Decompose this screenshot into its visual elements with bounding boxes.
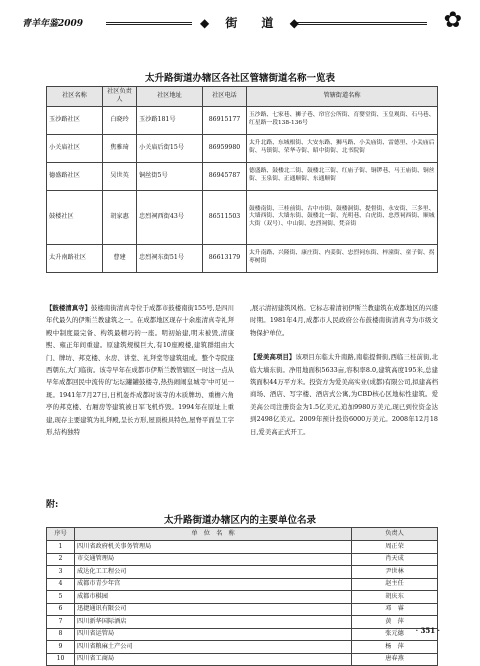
article-tag: 【爱美高项目】 bbox=[250, 353, 296, 362]
article-text: 该项目东临太升南路,南临提督街,西临三桂前街,北临大墙东街。净用地面积5633亩,容积率8.0,建筑高度195米,总建筑面积44万平方米。投资方为爱美高实业(成都)有限公司,拟建高档商场、酒店、写字楼、酒店式公寓,为CBD核心区地标性建筑。爱美高公司注册资金为1.5亿美元,追加9980万美元,现已到位资金达到2498亿美元。2009年预计投资6000万美元。2008年12月18日,爱美高正式开工。 bbox=[250, 353, 439, 436]
table-row bbox=[47, 628, 438, 641]
swirl-ornament-icon: ✿ bbox=[443, 8, 462, 33]
community-streets: 玉沙路、七家巷、狮子巷、帘官公所街、育婴堂街、玉皇观街、石马巷、红星路一段138-136号 bbox=[247, 106, 438, 134]
table-row bbox=[47, 603, 438, 616]
section-title: ◆ 街 道 ◆ bbox=[200, 16, 305, 30]
unit-name: 四川省粮麻土产公司 bbox=[75, 641, 352, 654]
row-number: 5 bbox=[47, 591, 75, 604]
unit-head: 唐春燕 bbox=[352, 653, 438, 666]
column-header: 序号 bbox=[47, 528, 75, 541]
unit-head: 杨 萍 bbox=[352, 641, 438, 654]
unit-head: 邓 睿 bbox=[352, 603, 438, 616]
unit-name: 四川省政府机关事务管理局 bbox=[75, 541, 352, 554]
row-number: 1 bbox=[47, 541, 75, 554]
table1-title: 太升路街道办辖区各社区管辖街道名称一览表 bbox=[144, 73, 335, 84]
unit-head: 黄 萍 bbox=[352, 616, 438, 629]
table-row bbox=[47, 591, 438, 604]
table-row bbox=[47, 190, 438, 244]
community-name: 小关庙社区 bbox=[47, 134, 103, 162]
table-row bbox=[47, 578, 438, 591]
units-table bbox=[46, 527, 438, 666]
yearbook-title: 青羊年鉴2009 bbox=[22, 19, 84, 29]
table-row bbox=[47, 641, 438, 654]
header-rule-right bbox=[297, 22, 427, 25]
column-header: 单 位 名 称 bbox=[75, 528, 352, 541]
row-number: 7 bbox=[47, 616, 75, 629]
community-address: 小关庙后街15号 bbox=[137, 134, 203, 162]
table-row bbox=[47, 616, 438, 629]
community-name: 德盛路社区 bbox=[47, 162, 103, 190]
unit-name: 成都市青少年宫 bbox=[75, 578, 352, 591]
community-phone: 86959980 bbox=[203, 134, 247, 162]
article-text: ,展示清初建筑风格。它标志着清初伊斯兰教建筑在成都地区的兴盛时期。1981年4月,成都市人民政府公布鼓楼南街清真寺为市级文物保护单位。 bbox=[250, 304, 438, 337]
community-head: 白晓玲 bbox=[103, 106, 137, 134]
article-aimeigao bbox=[250, 351, 438, 438]
unit-name: 市交通管理局 bbox=[75, 553, 352, 566]
column-header: 社区负责人 bbox=[103, 87, 137, 107]
unit-name: 四川省运管局 bbox=[75, 628, 352, 641]
row-number: 9 bbox=[47, 641, 75, 654]
row-number: 10 bbox=[47, 653, 75, 666]
community-address: 铜丝街5号 bbox=[137, 162, 203, 190]
row-number: 6 bbox=[47, 603, 75, 616]
table-row bbox=[47, 134, 438, 162]
community-head: 焦雅琦 bbox=[103, 134, 137, 162]
table-row bbox=[47, 162, 438, 190]
table-row bbox=[47, 541, 438, 554]
article-tag: 【鼓楼清真寺】 bbox=[46, 304, 92, 312]
column-header: 社区电话 bbox=[203, 87, 247, 107]
community-streets: 德盛路、鼓楼北二街、鼓楼北三街、红庙子街、铜锣巷、马王庙街、铜丝街、玉泉街、正通顺街、东通顺街 bbox=[247, 162, 438, 190]
community-head: 吴世英 bbox=[103, 162, 137, 190]
row-number: 2 bbox=[47, 553, 75, 566]
community-address: 忠烈祠东街51号 bbox=[137, 244, 203, 272]
table-row bbox=[47, 106, 438, 134]
community-phone: 86613179 bbox=[203, 244, 247, 272]
article-mosque-continued bbox=[250, 302, 438, 339]
article-mosque bbox=[46, 302, 234, 438]
article-column-right bbox=[250, 302, 438, 450]
table-row bbox=[47, 553, 438, 566]
page-header bbox=[22, 8, 462, 34]
article-column-left bbox=[46, 302, 234, 450]
row-number: 3 bbox=[47, 566, 75, 579]
unit-head: 张元德 bbox=[352, 628, 438, 641]
page-number: · 351 · bbox=[415, 626, 440, 635]
unit-name: 迅捷通讯有限公司 bbox=[75, 603, 352, 616]
community-address: 忠烈祠西街43号 bbox=[137, 190, 203, 244]
community-address: 玉沙路181号 bbox=[137, 106, 203, 134]
community-head: 曹建 bbox=[103, 244, 137, 272]
unit-head: 胡庆东 bbox=[352, 591, 438, 604]
community-phone: 86915177 bbox=[203, 106, 247, 134]
unit-head: 赵主任 bbox=[352, 578, 438, 591]
community-head: 胡家惠 bbox=[103, 190, 137, 244]
community-phone: 86945787 bbox=[203, 162, 247, 190]
community-streets: 鼓楼南街、三桂前街、古中市街、鼓楼洞街、提督街、永安街、三多里、大墙西街、大墙东街、鼓楼北一街、光明巷、白虎街、忠烈祠西街、顺城大街（双号）、中山街、忠烈祠街、梵音街 bbox=[247, 190, 438, 244]
column-header: 社区名称 bbox=[47, 87, 103, 107]
community-phone: 86511503 bbox=[203, 190, 247, 244]
column-header: 社区地址 bbox=[137, 87, 203, 107]
community-name: 太升南路社区 bbox=[47, 244, 103, 272]
table-header-row bbox=[47, 528, 438, 541]
column-header: 管辖街道名称 bbox=[247, 87, 438, 107]
unit-name: 四川省工商局 bbox=[75, 653, 352, 666]
community-streets: 太升南路、兴隆街、康庄街、内姜街、忠烈祠东街、梓潼街、童子街、拐枣树街 bbox=[247, 244, 438, 272]
row-number: 8 bbox=[47, 628, 75, 641]
table-row bbox=[47, 653, 438, 666]
unit-head: 尹世林 bbox=[352, 566, 438, 579]
unit-head: 肖天成 bbox=[352, 553, 438, 566]
unit-head: 周正荣 bbox=[352, 541, 438, 554]
unit-name: 成达化工工程公司 bbox=[75, 566, 352, 579]
community-streets: 太升北路、东城根街、大安东路、狮马路、小关庙街、雷德里、小关庙后街、马镇街、荣华寺街、昭中街街、北书院街 bbox=[247, 134, 438, 162]
header-rule-left bbox=[106, 22, 192, 25]
table-row bbox=[47, 244, 438, 272]
appendix-title: 太升路街道办辖区内的主要单位名录 bbox=[163, 515, 316, 526]
column-header: 负责人 bbox=[352, 528, 438, 541]
unit-name: 四川新华国际酒店 bbox=[75, 616, 352, 629]
appendix-label: 附: bbox=[46, 500, 59, 510]
community-table bbox=[46, 86, 438, 273]
community-name: 鼓楼社区 bbox=[47, 190, 103, 244]
community-name: 玉沙路社区 bbox=[47, 106, 103, 134]
row-number: 4 bbox=[47, 578, 75, 591]
unit-name: 成都市棋园 bbox=[75, 591, 352, 604]
article-text: 鼓楼南街清真寺位于成都市鼓楼南街155号,是四川年代最久的伊斯兰教建筑之一。在成都地区现存十余座清真寺礼拜殿中制度最完备、构筑最精巧的一座。明初始建,明末被毁,清康熙、雍正年间重建。原建筑规模巨大,有10座殿楼,建筑群组由大门、牌坊、邦克楼、水房、讲堂、礼拜堂等建筑组成。整个寺院座西朝东,大门临街。该寺早年在成都市伊斯兰教管辖区一时这一点从早年成都回民中流传的'坛坛罐罐鼓楼寺,热热闹闹皇城寺'中可见一斑。1941年7月27日,日机轰炸成都时该寺的木质牌坊、重檐六角亭的邦克楼、右厢房等建筑被日军飞机炸毁。1994年在原址上重建,现存主要建筑为礼拜殿,呈长方形,屋顶极具特色,屋脊平面呈工字形,结构独特 bbox=[46, 304, 235, 437]
table-header-row bbox=[47, 87, 438, 107]
table-row bbox=[47, 566, 438, 579]
